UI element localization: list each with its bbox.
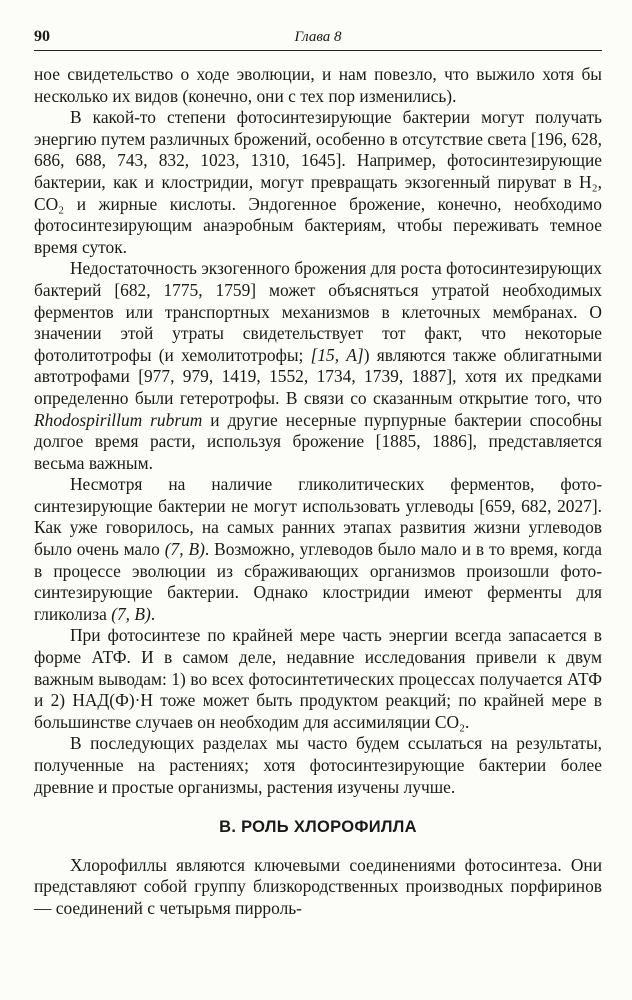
paragraph-continued: ное свидетельство о ходе эволюции, и нам повезло, что выжило хотя бы несколько их видов (конечно, они с тех пор изменились). [34, 64, 602, 106]
paragraph-plants: В последующих разделах мы часто будем ссылаться на результаты, полученные на растениях; хотя фотосинтезирующие бактерии более древние и простые организмы, растения изучены лучше. [34, 733, 602, 797]
page-header [34, 26, 602, 51]
paragraph-chlorophylls: Хлорофиллы являются ключевыми соединениями фотосинтеза. Они представляют собой группу близкородственных производных порфиринов — соединений с четырьмя пирроль- [34, 854, 602, 918]
body-text [34, 64, 602, 920]
paragraph-carbohydrates: Несмотря на наличие гликолитических ферментов, фотосинтезирующие бактерии не могут использовать углеводы [659, 682, 2027]. Как уже говорилось, на самых ранних этапах развития жизни углеводов было очень мало (7, B). Возможно, углеводов было мало и в то время, когда в процессе эволюции из сбраживающих организмов произошли фотосинтезирующие бактерии. Однако клостридии имеют ферменты для гликолиза (7, B). [34, 474, 602, 624]
paragraph-fermentation: В какой-то степени фотосинтезирующие бактерии могут получать энергию путем различных брожений, особенно в отсутствие света [196, 628, 686, 688, 743, 832, 1023, 1310, 1645]. Например, фотосинтезирующие бактерии, как и клостридии, могут превращать экзогенный пируват в H₂, CO₂ и жирные кислоты. Эндогенное брожение, конечно, необходимо фотосинтезирующим анаэробным бактериям, чтобы переживать темное время суток. [34, 107, 602, 257]
paragraph-exogenous-fermentation: Недостаточность экзогенного брожения для роста фотосинтезирующих бактерий [682, 1775, 1759] может объясняться утратой необходимых ферментов или транспортных механизмов в клеточных мембранах. О значении этой утраты свидетельствует тот факт, что некоторые фотолитотрофы (и хемолитотрофы; [15, A]) являются также облигатными автотрофами [977, 979, 1419, 1552, 1734, 1739, 1887], хотя их предками определенно были гетеротрофы. В связи со сказанным открытие того, что Rhodospirillum rubrum и другие несерные пурпурные бактерии способны долгое время расти, используя брожение [1885, 1886], представляется весьма важным. [34, 258, 602, 473]
running-head-chapter: Глава 8 [294, 29, 342, 45]
page-number: 90 [34, 28, 50, 45]
section-heading: В. РОЛЬ ХЛОРОФИЛЛА [219, 818, 417, 837]
paragraph-atp: При фотосинтезе по крайней мере часть энергии всегда запасается в форме АТФ. И в самом деле, недавние исследования привели к двум важным выводам: 1) во всех фотосинтетических процессах получается АТФ и 2) НАД(Ф)·H тоже может быть продуктом реакций; по крайней мере в большинстве случаев он необходим для ассимиляции CO₂. [34, 625, 602, 732]
